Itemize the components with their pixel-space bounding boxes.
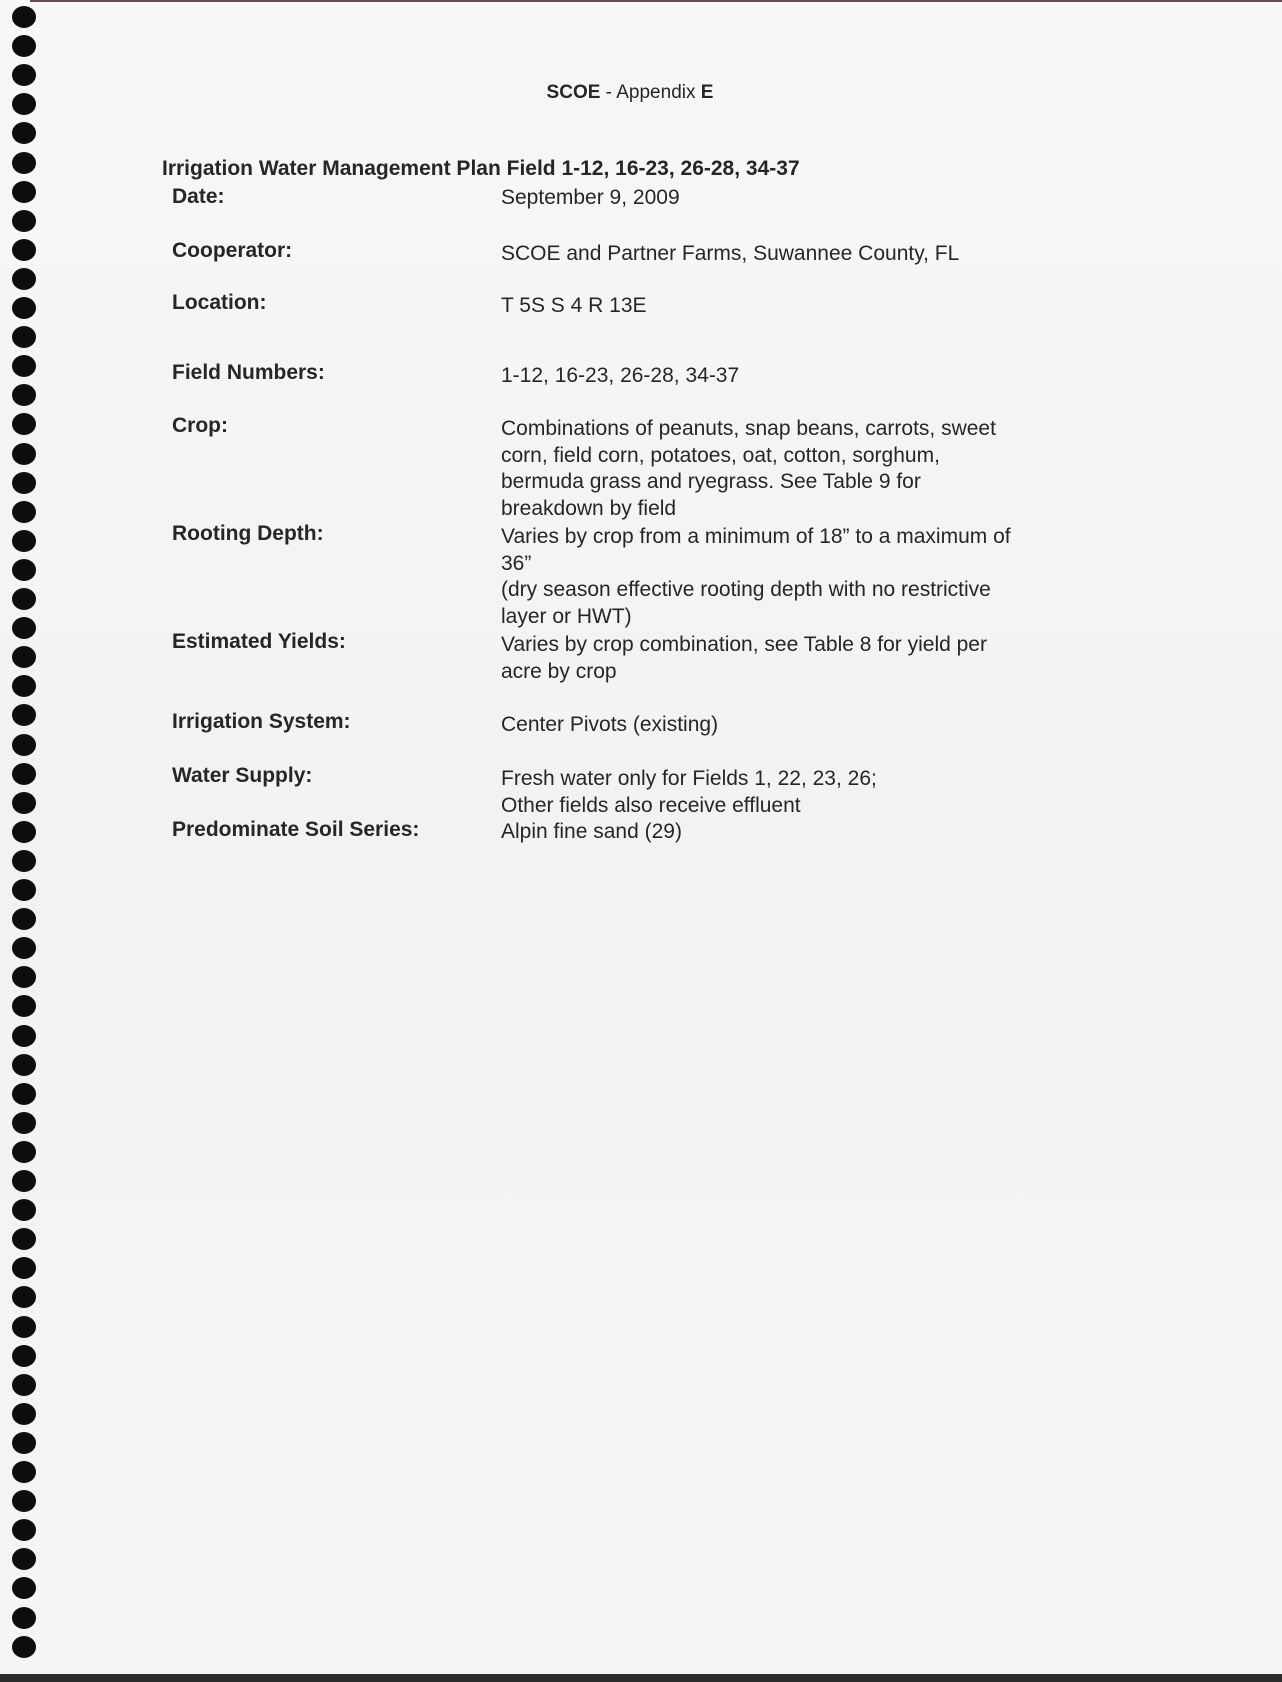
label-rooting-depth: Rooting Depth: [172, 522, 324, 545]
binding-hole [12, 1257, 36, 1279]
value-estimated-yields [501, 632, 1081, 685]
binding-hole [12, 559, 36, 581]
value-line: (dry season effective rooting depth with no restrictive [501, 578, 991, 601]
binding-hole [12, 1025, 36, 1047]
value-cooperator [501, 241, 1081, 268]
binding-hole [12, 122, 36, 144]
value-line: Fresh water only for Fields 1, 22, 23, 26; [501, 767, 877, 790]
binding-hole [12, 1345, 36, 1367]
binding-hole [12, 1316, 36, 1338]
page-header [0, 82, 1260, 104]
binding-hole [12, 734, 36, 756]
binding-hole [12, 1461, 36, 1483]
binding-hole [12, 1199, 36, 1221]
value-date [501, 185, 1081, 212]
binding-hole [12, 995, 36, 1017]
value-line: corn, field corn, potatoes, oat, cotton, sorghum, [501, 443, 940, 467]
value-line: T 5S S 4 R 13E [501, 294, 647, 317]
label-location: Location: [172, 291, 267, 314]
binding-hole [12, 1636, 36, 1658]
binding-hole [12, 1403, 36, 1425]
binding-hole [12, 443, 36, 465]
binding-hole [12, 821, 36, 843]
binding-holes [12, 6, 38, 1676]
binding-hole [12, 617, 36, 639]
binding-hole [12, 1432, 36, 1454]
binding-hole [12, 355, 36, 377]
binding-hole [12, 937, 36, 959]
binding-hole [12, 413, 36, 435]
value-line: Other fields also receive effluent [501, 793, 801, 817]
value-field-numbers [501, 363, 1081, 390]
binding-hole [12, 297, 36, 319]
binding-hole [12, 763, 36, 785]
binding-hole [12, 1054, 36, 1076]
binding-hole [12, 501, 36, 523]
value-line: 36” [501, 551, 532, 575]
label-field-numbers: Field Numbers: [172, 361, 325, 384]
binding-hole [12, 210, 36, 232]
binding-hole [12, 1548, 36, 1570]
value-irrigation-system [501, 712, 1081, 739]
binding-hole [12, 530, 36, 552]
value-line: Varies by crop from a minimum of 18” to a maximum of [501, 525, 1011, 548]
label-date: Date: [172, 185, 225, 208]
header-appendix-word: Appendix [616, 82, 701, 103]
binding-hole [12, 1112, 36, 1134]
value-line: Combinations of peanuts, snap beans, carrots, sweet [501, 417, 996, 440]
label-predominate-soil-series: Predominate Soil Series: [172, 818, 420, 841]
binding-hole [12, 675, 36, 697]
value-predominate-soil-series [501, 819, 1081, 846]
binding-hole [12, 850, 36, 872]
binding-hole [12, 6, 36, 28]
label-water-supply: Water Supply: [172, 764, 313, 787]
binding-hole [12, 646, 36, 668]
value-line: Alpin fine sand (29) [501, 820, 682, 843]
binding-hole [12, 1519, 36, 1541]
value-crop [501, 416, 1081, 522]
binding-hole [12, 1141, 36, 1163]
value-rooting-depth [501, 524, 1081, 630]
value-water-supply [501, 766, 1081, 819]
binding-hole [12, 704, 36, 726]
binding-hole [12, 1607, 36, 1629]
value-line: acre by crop [501, 659, 617, 683]
value-line: layer or HWT) [501, 604, 632, 628]
binding-hole [12, 472, 36, 494]
label-estimated-yields: Estimated Yields: [172, 630, 346, 653]
binding-hole [12, 879, 36, 901]
value-line: 1-12, 16-23, 26-28, 34-37 [501, 364, 740, 387]
binding-hole [12, 239, 36, 261]
binding-hole [12, 152, 36, 174]
binding-hole [12, 792, 36, 814]
page-bottom-edge [0, 1674, 1282, 1682]
binding-hole [12, 181, 36, 203]
value-line: SCOE and Partner Farms, Suwannee County, FL [501, 242, 960, 265]
header-appendix-letter: E [700, 82, 714, 103]
label-irrigation-system: Irrigation System: [172, 710, 351, 733]
page-top-edge [30, 0, 1282, 2]
header-org: SCOE [546, 82, 601, 103]
binding-hole [12, 908, 36, 930]
binding-hole [12, 1286, 36, 1308]
value-line: Varies by crop combination, see Table 8 for yield per [501, 633, 987, 656]
value-line: breakdown by field [501, 496, 677, 520]
binding-hole [12, 1374, 36, 1396]
document-title: Irrigation Water Management Plan Field 1-12, 16-23, 26-28, 34-37 [162, 157, 800, 180]
binding-hole [12, 1577, 36, 1599]
label-cooperator: Cooperator: [172, 239, 293, 262]
binding-hole [12, 966, 36, 988]
binding-hole [12, 268, 36, 290]
header-separator: - [600, 82, 617, 103]
binding-hole [12, 35, 36, 57]
value-line: Center Pivots (existing) [501, 713, 719, 736]
binding-hole [12, 326, 36, 348]
binding-hole [12, 1170, 36, 1192]
binding-hole [12, 1083, 36, 1105]
binding-hole [12, 588, 36, 610]
label-crop: Crop: [172, 414, 228, 437]
binding-hole [12, 1228, 36, 1250]
value-location [501, 293, 1081, 320]
value-line: September 9, 2009 [501, 186, 680, 209]
binding-hole [12, 384, 36, 406]
binding-hole [12, 1490, 36, 1512]
value-line: bermuda grass and ryegrass. See Table 9 for [501, 470, 921, 493]
